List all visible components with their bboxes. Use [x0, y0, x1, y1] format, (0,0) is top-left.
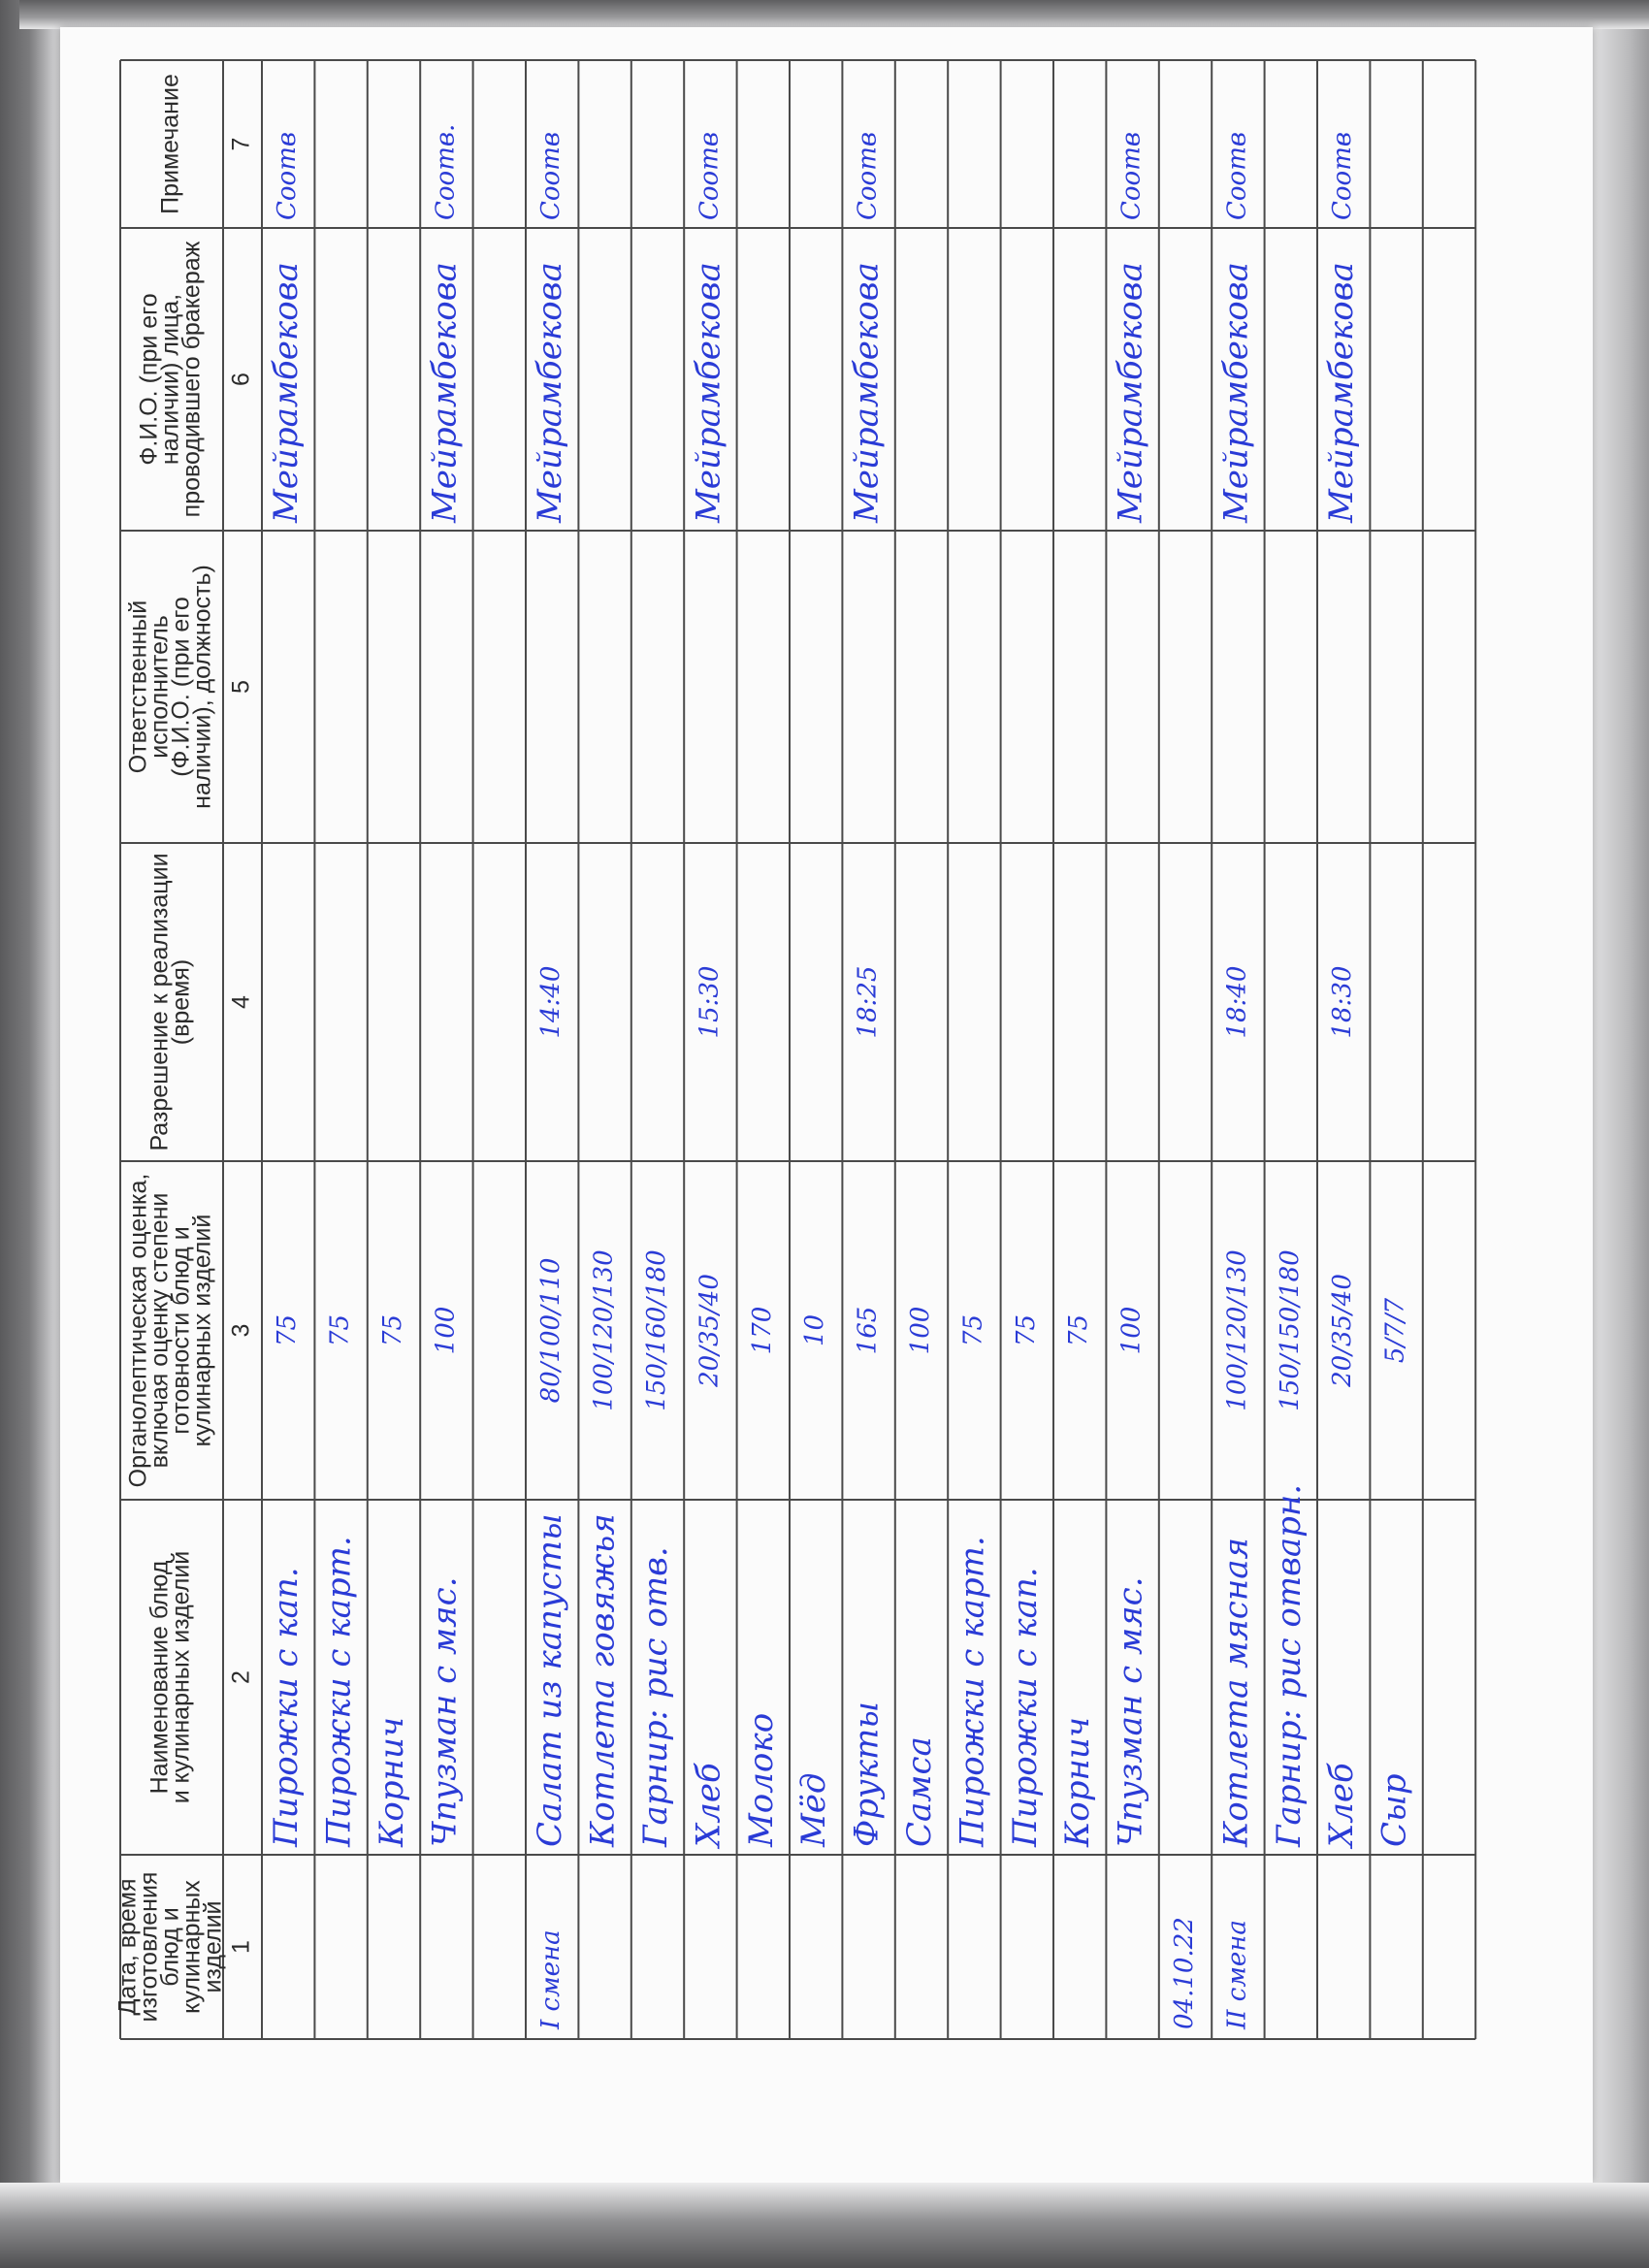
- cell-name: Котлета мясная: [1216, 1537, 1256, 1847]
- cell-grade: 100/120/130: [1222, 1249, 1252, 1411]
- cell-grade: 100/120/130: [589, 1249, 619, 1411]
- cell-note: Соотв: [1328, 132, 1358, 220]
- header-title-col-5: Ответственный: [124, 599, 152, 774]
- cell-grade: 165: [853, 1306, 883, 1355]
- cell-name: Котлета говяжья: [583, 1513, 623, 1847]
- header-title-col-1: кулинарных: [178, 1880, 206, 2014]
- cell-name: Пирожки с карт.: [319, 1536, 359, 1847]
- table-header: [114, 74, 255, 2022]
- cell-grade: 80/100/110: [536, 1257, 566, 1404]
- header-title-col-3: кулинарных изделий: [188, 1214, 216, 1447]
- cell-grade: 100: [1116, 1306, 1147, 1355]
- header-title-col-1: блюд и: [156, 1907, 184, 1987]
- cell-note: Соотв: [536, 132, 566, 220]
- header-number-col-6: 6: [227, 373, 255, 386]
- header-number-col-7: 7: [227, 137, 255, 151]
- cell-note: Соотв: [695, 132, 725, 220]
- cell-date: 04.10.22: [1170, 1917, 1199, 2029]
- cell-time: 14:40: [536, 965, 566, 1039]
- scanner-top-edge: [19, 0, 1649, 29]
- cell-date: II смена: [1222, 1920, 1252, 2029]
- cell-grade: 170: [747, 1306, 777, 1355]
- cell-note: Соотв: [273, 131, 303, 220]
- header-title-col-5: (Ф.И.О. (при его: [167, 597, 195, 777]
- header-title-col-5: наличии), должность): [188, 565, 216, 809]
- cell-name: Пирожки с карт.: [953, 1536, 992, 1847]
- cell-name: Чпузман с мяс.: [425, 1576, 465, 1847]
- cell-grade: 75: [325, 1313, 355, 1347]
- cell-grade: 100: [431, 1306, 461, 1355]
- cell-grade: 20/35/40: [1328, 1274, 1358, 1387]
- header-title-col-6: Ф.И.О. (при его: [135, 293, 163, 466]
- header-title-col-5: исполнитель: [146, 615, 174, 759]
- rotated-inspection-journal-table: [113, 60, 1482, 2039]
- header-number-col-1: 1: [227, 1940, 255, 1954]
- cell-name: Гарнир: рис отв.: [636, 1546, 675, 1847]
- cell-grade: 75: [958, 1313, 988, 1347]
- header-number-col-3: 3: [227, 1323, 255, 1338]
- cell-inspector: Мейрамбекова: [531, 262, 570, 523]
- cell-grade: 75: [273, 1313, 303, 1347]
- cell-inspector: Мейрамбекова: [1216, 262, 1256, 523]
- cell-note: Соотв.: [431, 123, 461, 220]
- cell-name: Пирожки с кап.: [1005, 1567, 1045, 1847]
- header-title-col-2: и кулинарных изделий: [167, 1550, 195, 1804]
- cell-name: Фрукты: [847, 1701, 887, 1847]
- cell-inspector: Мейрамбекова: [847, 262, 887, 523]
- header-title-col-3: готовности блюд и: [167, 1226, 195, 1435]
- cell-name: Хлеб: [689, 1763, 728, 1847]
- header-title-col-1: изделий: [199, 1900, 227, 1993]
- cell-inspector: Мейрамбекова: [425, 262, 465, 523]
- cell-time: 18:40: [1222, 965, 1252, 1039]
- header-number-col-4: 4: [227, 995, 255, 1009]
- cell-inspector: Мейрамбекова: [1111, 262, 1150, 523]
- header-number-col-2: 2: [227, 1670, 255, 1684]
- cell-date: I смена: [536, 1929, 566, 2029]
- header-title-col-1: изготовления: [135, 1871, 163, 2023]
- cell-grade: 75: [1011, 1313, 1041, 1347]
- header-title-col-7: Примечание: [156, 74, 184, 214]
- scanner-bottom-edge: [0, 2183, 1649, 2268]
- cell-grade: 5/7/7: [1380, 1297, 1410, 1364]
- cell-inspector: Мейрамбекова: [1322, 262, 1362, 523]
- cell-name: Пирожки с кап.: [267, 1567, 307, 1847]
- cell-name: Сыр: [1374, 1773, 1414, 1847]
- cell-name: Салат из капусты: [531, 1513, 570, 1847]
- cell-name: Гарнир: рис отварн.: [1269, 1483, 1309, 1847]
- header-title-col-1: Дата, время: [113, 1878, 142, 2016]
- cell-grade: 150/160/180: [642, 1249, 671, 1411]
- cell-name: Самса: [900, 1736, 939, 1847]
- cell-name: Мёд: [794, 1772, 834, 1847]
- header-title-col-3: Органолептическая оценка,: [124, 1173, 152, 1488]
- header-title-col-3: включая оценку степени: [146, 1192, 174, 1469]
- cell-note: Соотв: [853, 132, 883, 220]
- header-title-col-2: Наименование блюд: [146, 1560, 174, 1795]
- header-title-col-6: наличии) лица,: [156, 293, 184, 466]
- header-number-col-5: 5: [227, 680, 255, 694]
- cell-time: 15:30: [695, 965, 725, 1039]
- cell-time: 18:30: [1328, 965, 1358, 1039]
- cell-grade: 75: [1064, 1313, 1094, 1347]
- cell-grade: 100: [906, 1306, 935, 1355]
- cell-name: Корнич: [1058, 1717, 1098, 1847]
- cell-name: Молоко: [741, 1712, 781, 1847]
- cell-grade: 10: [800, 1313, 830, 1347]
- cell-grade: 150/150/180: [1275, 1249, 1305, 1411]
- cell-name: Корнич: [372, 1717, 411, 1847]
- header-title-col-4: (время): [167, 958, 195, 1046]
- cell-time: 18:25: [853, 965, 883, 1039]
- cell-grade: 75: [378, 1313, 407, 1347]
- cell-inspector: Мейрамбекова: [689, 262, 728, 523]
- cell-note: Соотв: [1116, 132, 1147, 220]
- cell-grade: 20/35/40: [695, 1274, 725, 1387]
- header-title-col-6: проводившего бракераж: [178, 241, 206, 518]
- cell-name: Хлеб: [1322, 1763, 1362, 1847]
- table-body: [267, 124, 1413, 2030]
- header-title-col-4: Разрешение к реализации: [146, 853, 174, 1151]
- cell-name: Чпузман с мяс.: [1111, 1576, 1150, 1847]
- cell-inspector: Мейрамбекова: [267, 262, 307, 523]
- cell-note: Соотв: [1222, 132, 1252, 220]
